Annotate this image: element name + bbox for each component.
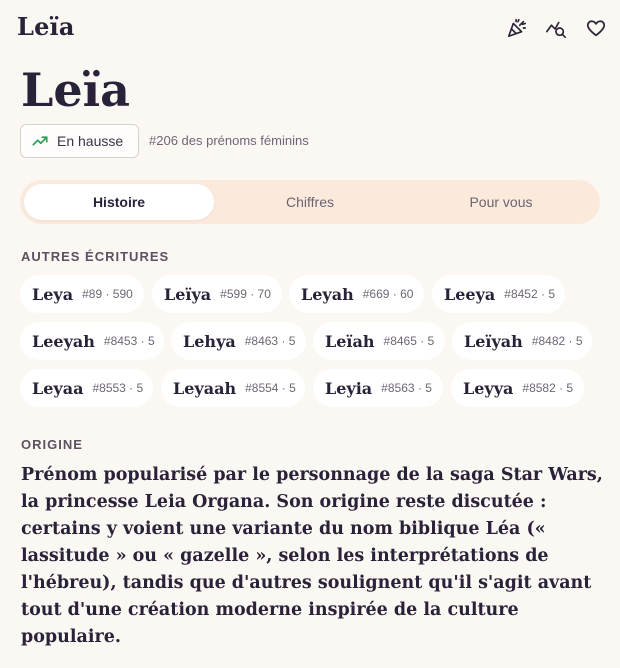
variant-chip[interactable]	[313, 369, 443, 407]
variant-name: Leeyah	[32, 331, 95, 351]
variant-name: Leïah	[325, 331, 375, 351]
variant-stats: #8553 · 5	[92, 381, 144, 395]
variant-stats: #8453 · 5	[103, 334, 155, 348]
heart-icon[interactable]	[584, 16, 608, 40]
origin-heading: ORIGINE	[21, 437, 83, 452]
brand-logo[interactable]: Leïa	[17, 12, 75, 41]
variant-name: Leeya	[444, 284, 496, 304]
variant-stats: #8554 · 5	[245, 381, 296, 395]
variant-chip[interactable]	[451, 369, 584, 407]
variant-stats: #89 · 590	[82, 287, 133, 301]
variant-chip[interactable]	[20, 275, 144, 313]
variant-stats: #669 · 60	[362, 287, 414, 301]
trending-up-icon	[31, 132, 49, 150]
party-popper-icon[interactable]	[505, 16, 529, 40]
variant-chip[interactable]	[313, 322, 445, 360]
rank-text: #206 des prénoms féminins	[149, 133, 309, 148]
variant-chip[interactable]	[152, 275, 282, 313]
variant-name: Leyaa	[32, 378, 84, 398]
variant-name: Leya	[32, 284, 74, 304]
variant-stats: #8463 · 5	[244, 334, 296, 348]
trend-badge	[20, 124, 139, 158]
variant-name: Leyia	[325, 378, 373, 398]
variant-chip[interactable]	[452, 322, 592, 360]
variant-stats: #8563 · 5	[381, 381, 432, 395]
variant-name: Leyaah	[173, 378, 237, 398]
variant-chip[interactable]	[171, 322, 306, 360]
page-title: Leïa	[21, 63, 130, 117]
variant-name: Leyah	[301, 284, 354, 304]
variant-name: Leïyah	[464, 331, 523, 351]
variant-chip[interactable]	[20, 369, 153, 407]
variants-heading: AUTRES ÉCRITURES	[21, 249, 170, 264]
variant-name: Lehya	[183, 331, 236, 351]
variant-name: Leyya	[463, 378, 514, 398]
variant-chip[interactable]	[161, 369, 305, 407]
variant-chip[interactable]	[20, 322, 164, 360]
variant-stats: #8482 · 5	[531, 334, 583, 348]
tab-pour-vous[interactable]: Pour vous	[469, 194, 533, 210]
variant-stats: #8465 · 5	[383, 334, 435, 348]
top-bar	[0, 0, 620, 56]
variant-stats: #8582 · 5	[522, 381, 574, 395]
variant-chip[interactable]	[432, 275, 565, 313]
tab-chiffres[interactable]: Chiffres	[286, 194, 334, 210]
origin-text: Prénom popularisé par le personnage de la saga Star Wars, la princesse Leia Organa. Son origine reste discutée : certains y voient une variante du nom biblique Léa (« lassitude » ou « gazelle », selon les interprétations de l'hébreu), tandis que d'autres soulignent qu'il s'agit avant tout d'une création moderne inspirée de la culture populaire.	[21, 465, 603, 647]
variant-stats: #8452 · 5	[504, 287, 555, 301]
tab-histoire[interactable]: Histoire	[24, 184, 214, 220]
variant-chip[interactable]	[289, 275, 424, 313]
tab-bar	[20, 180, 600, 224]
trend-search-icon[interactable]	[544, 16, 568, 40]
trend-label: En hausse	[57, 133, 124, 149]
variant-name: Leïya	[164, 284, 212, 304]
variant-stats: #599 · 70	[220, 287, 271, 301]
